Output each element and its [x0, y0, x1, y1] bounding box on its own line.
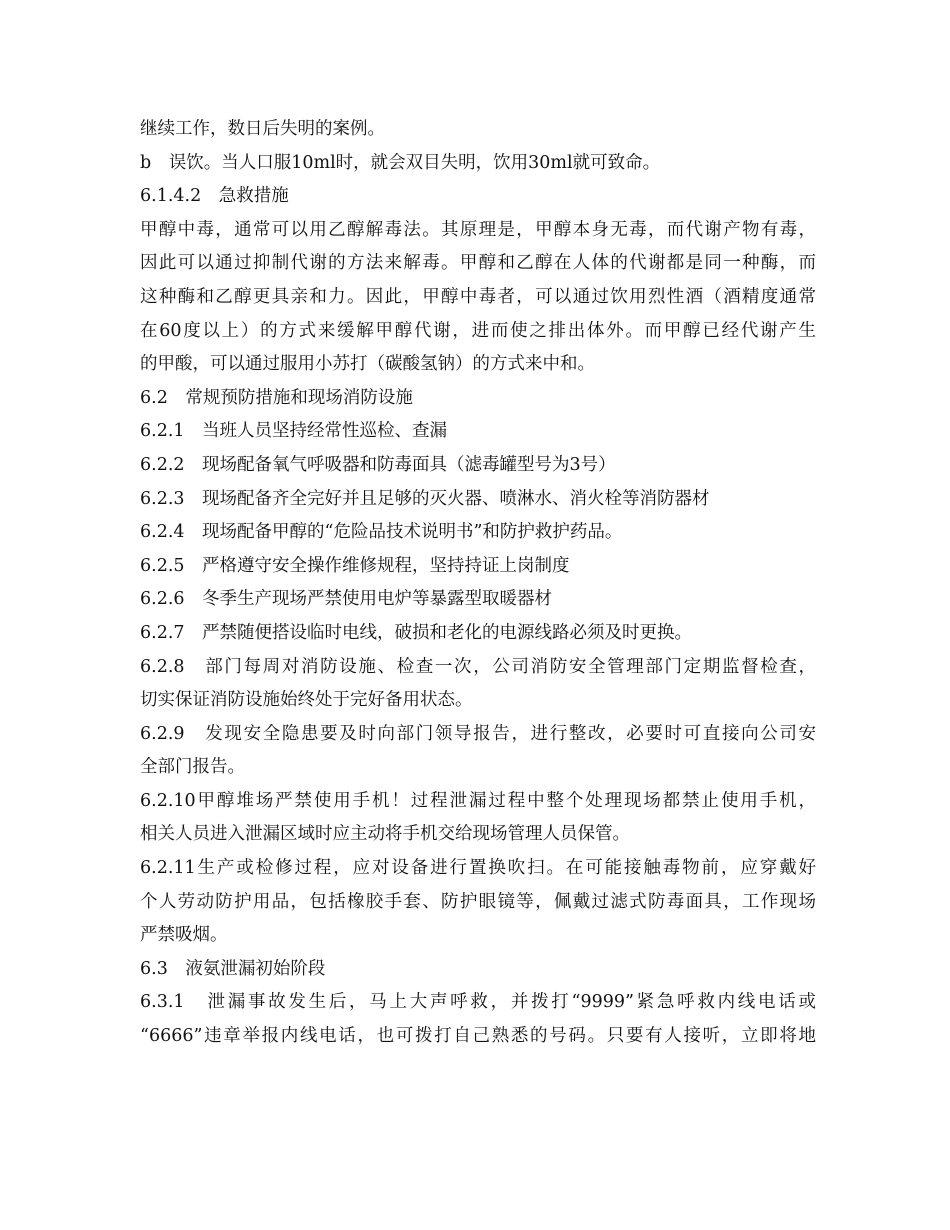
- list-item: 6.2.3 现场配备齐全完好并且足够的灭火器、喷淋水、消火栓等消防器材: [140, 488, 710, 509]
- text-line: “6666”违章举报内线电话，也可拨打自己熟悉的号码。只要有人接听，立即将地: [140, 1026, 816, 1047]
- list-item: 6.3.1 泄漏事故发生后，马上大声呼救，并拨打“9999”紧急呼救内线电话或: [140, 992, 816, 1013]
- text-line: 的甲酸，可以通过服用小苏打（碳酸氢钠）的方式来中和。: [140, 354, 595, 375]
- list-item: 6.2.6 冬季生产现场严禁使用电炉等暴露型取暖器材: [140, 589, 553, 610]
- text-line: 甲醇中毒，通常可以用乙醇解毒法。其原理是，甲醇本身无毒，而代谢产物有毒，: [140, 219, 816, 240]
- document-page: [140, 113, 816, 1054]
- text-line: 因此可以通过抑制代谢的方法来解毒。甲醇和乙醇在人体的代谢都是同一种酶，而: [140, 253, 816, 274]
- list-item: 6.2.2 现场配备氧气呼吸器和防毒面具（滤毒罐型号为3号）: [140, 454, 616, 475]
- text-line: 相关人员进入泄漏区域时应主动将手机交给现场管理人员保管。: [140, 824, 630, 845]
- text-line: 继续工作，数日后失明的案例。: [140, 119, 385, 139]
- list-item: 6.2.10甲醇堆场严禁使用手机！过程泄漏过程中整个处理现场都禁止使用手机，: [140, 790, 816, 811]
- text-line: 严禁吸烟。: [140, 925, 228, 946]
- list-item: 6.2.11生产或检修过程，应对设备进行置换吹扫。在可能接触毒物前，应穿戴好: [140, 858, 816, 879]
- list-item: 6.2.8 部门每周对消防设施、检查一次，公司消防安全管理部门定期监督检查，: [140, 656, 816, 677]
- list-item: 6.2.4 现场配备甲醇的“危险品技术说明书”和防护救护药品。: [140, 522, 623, 543]
- text-line: b 误饮。当人口服10ml时，就会双目失明，饮用30ml就可致命。: [140, 152, 661, 173]
- section-heading: 6.2 常规预防措施和现场消防设施: [140, 387, 413, 408]
- list-item: 6.2.9 发现安全隐患要及时向部门领导报告，进行整改，必要时可直接向公司安: [140, 723, 816, 744]
- list-item: 6.2.1 当班人员坚持经常性巡检、查漏: [140, 421, 448, 442]
- text-line: 切实保证消防设施始终处于完好备用状态。: [140, 690, 473, 711]
- text-line: 这种酶和乙醇更具亲和力。因此，甲醇中毒者，可以通过饮用烈性酒（酒精度通常: [140, 286, 816, 307]
- text-line: 个人劳动防护用品，包括橡胶手套、防护眼镜等，佩戴过滤式防毒面具，工作现场: [140, 891, 816, 912]
- text-line: 在60度以上）的方式来缓解甲醇代谢，进而使之排出体外。而甲醇已经代谢产生: [140, 320, 816, 341]
- list-item: 6.2.7 严禁随便搭设临时电线，破损和老化的电源线路必须及时更换。: [140, 622, 693, 643]
- section-heading: 6.3 液氨泄漏初始阶段: [140, 958, 326, 979]
- text-line: 全部门报告。: [140, 757, 245, 778]
- list-item: 6.2.5 严格遵守安全操作维修规程，坚持持证上岗制度: [140, 555, 570, 576]
- section-heading: 6.1.4.2 急救措施: [140, 186, 289, 207]
